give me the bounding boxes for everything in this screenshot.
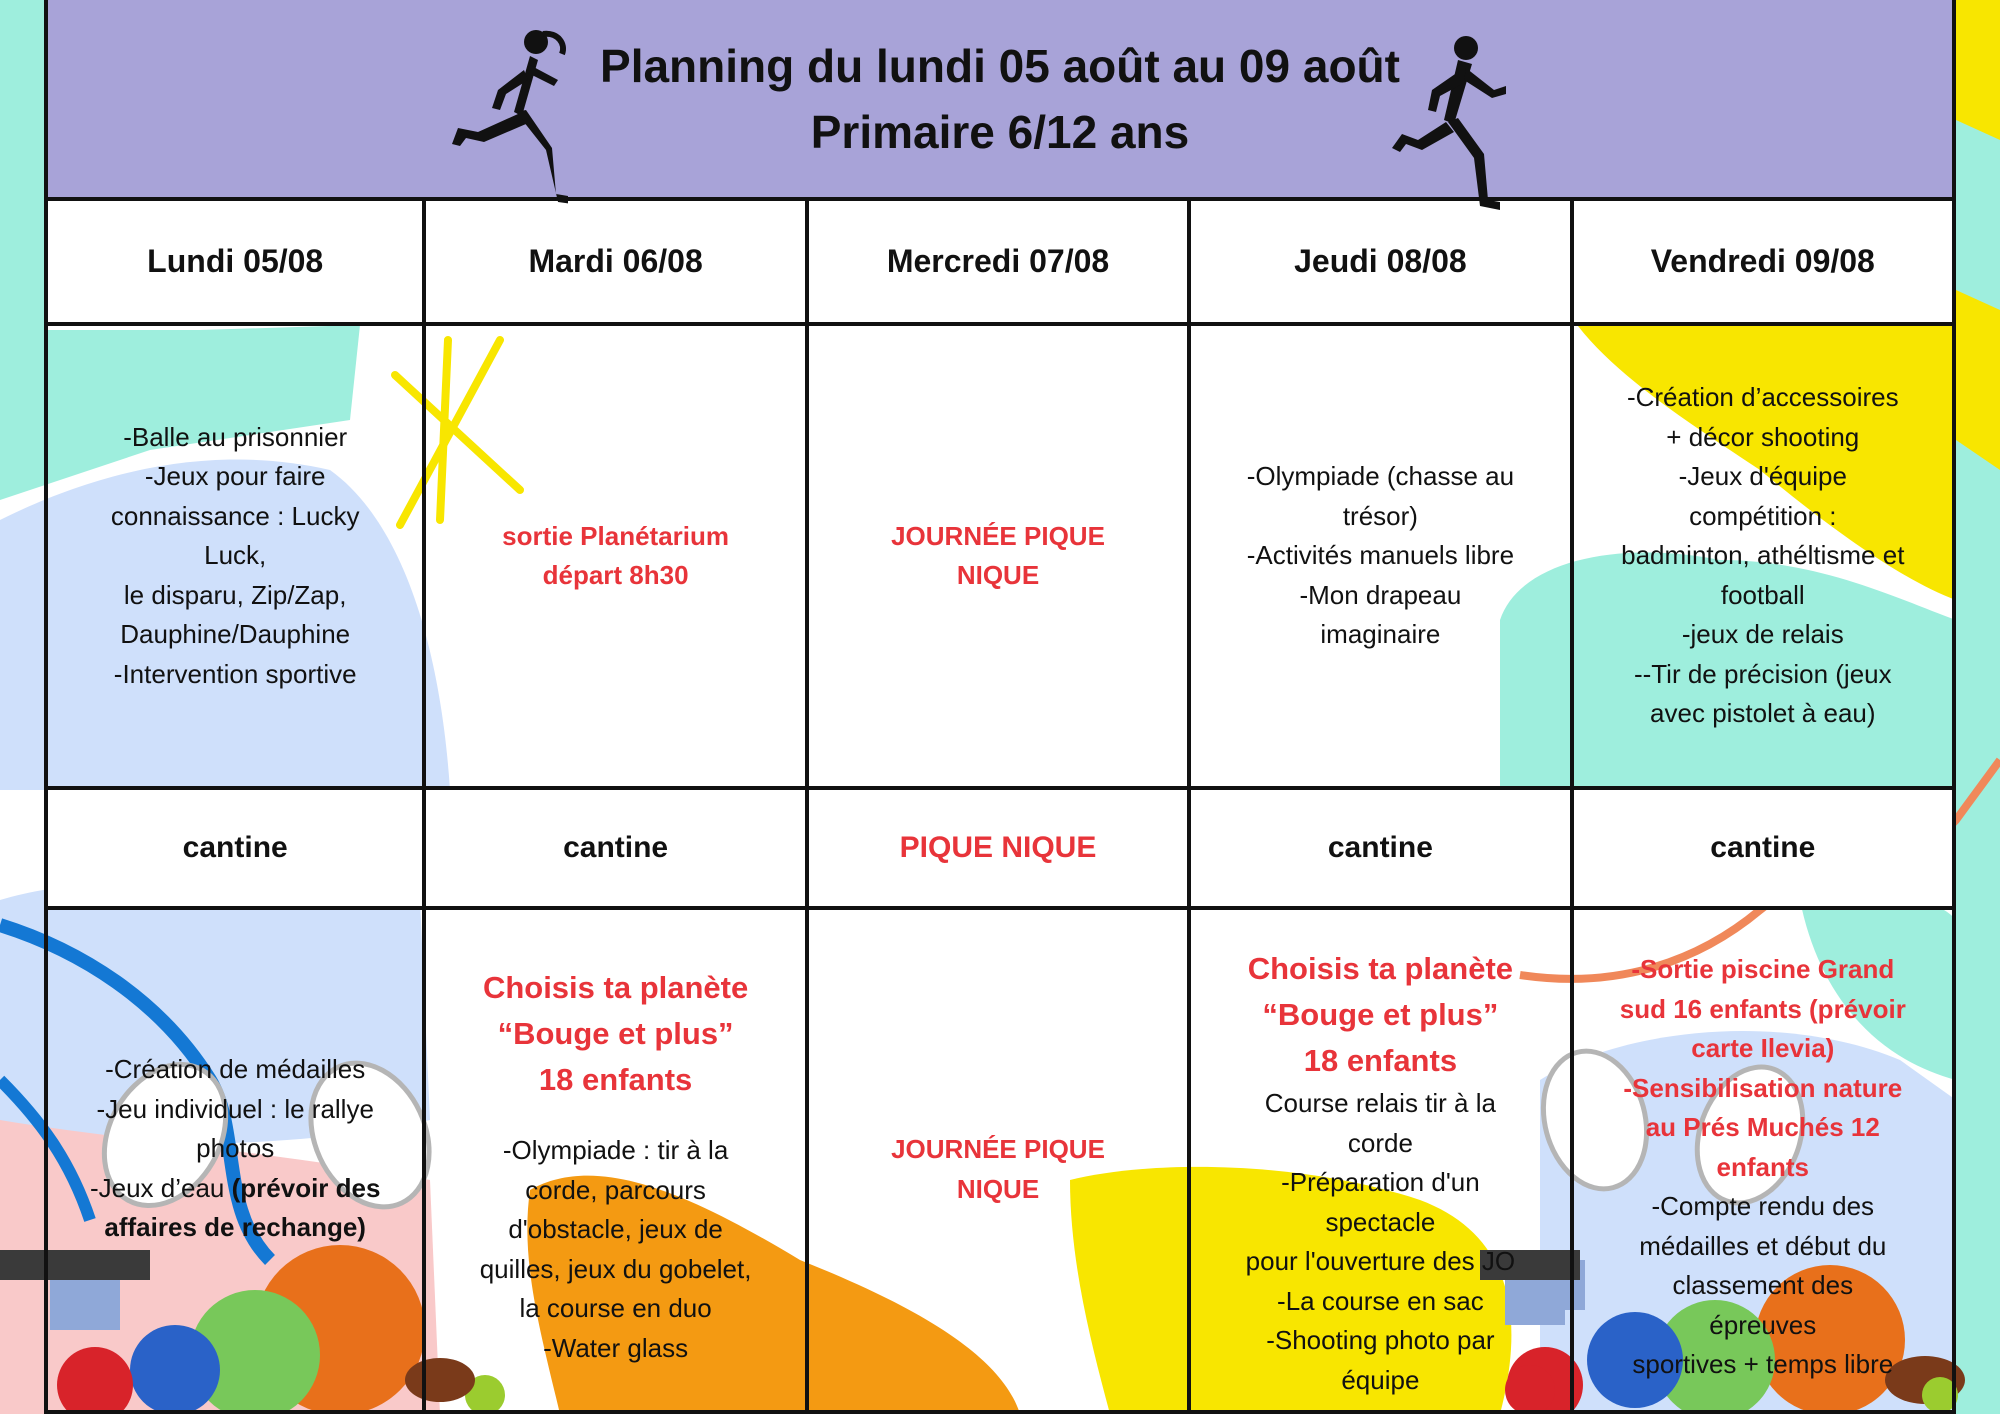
title-banner	[44, 0, 1956, 201]
day-header-vendredi: Vendredi 09/08	[1574, 201, 1956, 326]
afternoon-cell-mercredi: JOURNÉE PIQUE NIQUE	[809, 910, 1191, 1414]
lunch-cell-lundi: cantine	[44, 790, 426, 910]
day-header-mardi: Mardi 06/08	[426, 201, 808, 326]
schedule-table	[44, 0, 1956, 1414]
page-subtitle: Primaire 6/12 ans	[810, 105, 1190, 158]
afternoon-cell-vendredi: -Sortie piscine Grand sud 16 enfants (prévoir carte Ilevia) -Sensibilisation nature au Prés Muchés 12 enfants -Compte rendu des médailles et début du classement des épreuves sportives + temps libre	[1574, 910, 1956, 1414]
lunch-cell-mardi: cantine	[426, 790, 808, 910]
morning-cell-jeudi: -Olympiade (chasse au trésor) -Activités manuels libre -Mon drapeau imaginaire	[1191, 326, 1573, 790]
morning-cell-mardi: sortie Planétarium départ 8h30	[426, 326, 808, 790]
lunch-cell-mercredi: PIQUE NIQUE	[809, 790, 1191, 910]
runner-woman-icon	[448, 20, 568, 220]
bold-note: (prévoir des affaires de rechange)	[104, 1172, 381, 1242]
day-header-lundi: Lundi 05/08	[44, 201, 426, 326]
day-header-jeudi: Jeudi 08/08	[1191, 201, 1573, 326]
yellow-blob-right-mid	[1956, 290, 2000, 470]
afternoon-cell-lundi: -Création de médailles -Jeu individuel : le rallye photos -Jeux d’eau (prévoir des affaires de rechange)	[44, 910, 426, 1414]
lunch-cell-jeudi: cantine	[1191, 790, 1573, 910]
morning-cell-mercredi: JOURNÉE PIQUE NIQUE	[809, 326, 1191, 790]
yellow-blob-right	[1956, 0, 2000, 140]
lunch-cell-vendredi: cantine	[1574, 790, 1956, 910]
afternoon-cell-mardi: Choisis ta planète “Bouge et plus” 18 enfants -Olympiade : tir à la corde, parcours d'obstacle, jeux de quilles, jeux du gobelet, la course en duo -Water glass	[426, 910, 808, 1414]
afternoon-cell-jeudi: Choisis ta planète “Bouge et plus” 18 enfants Course relais tir à la corde -Préparation d'un spectacle pour l'ouverture des JO -La course en sac -Shooting photo par équipe	[1191, 910, 1573, 1414]
runner-man-icon	[1388, 30, 1508, 220]
morning-cell-vendredi: -Création d’accessoires + décor shooting -Jeux d'équipe compétition : badminton, athéltisme et football -jeux de relais --Tir de précision (jeux avec pistolet à eau)	[1574, 326, 1956, 790]
morning-cell-lundi: -Balle au prisonnier -Jeux pour faire connaissance : Lucky Luck, le disparu, Zip/Zap, Dauphine/Dauphine -Intervention sportive	[44, 326, 426, 790]
day-header-mercredi: Mercredi 07/08	[809, 201, 1191, 326]
page-title: Planning du lundi 05 août au 09 août	[600, 39, 1400, 92]
mint-blob-right	[1956, 0, 2000, 1414]
